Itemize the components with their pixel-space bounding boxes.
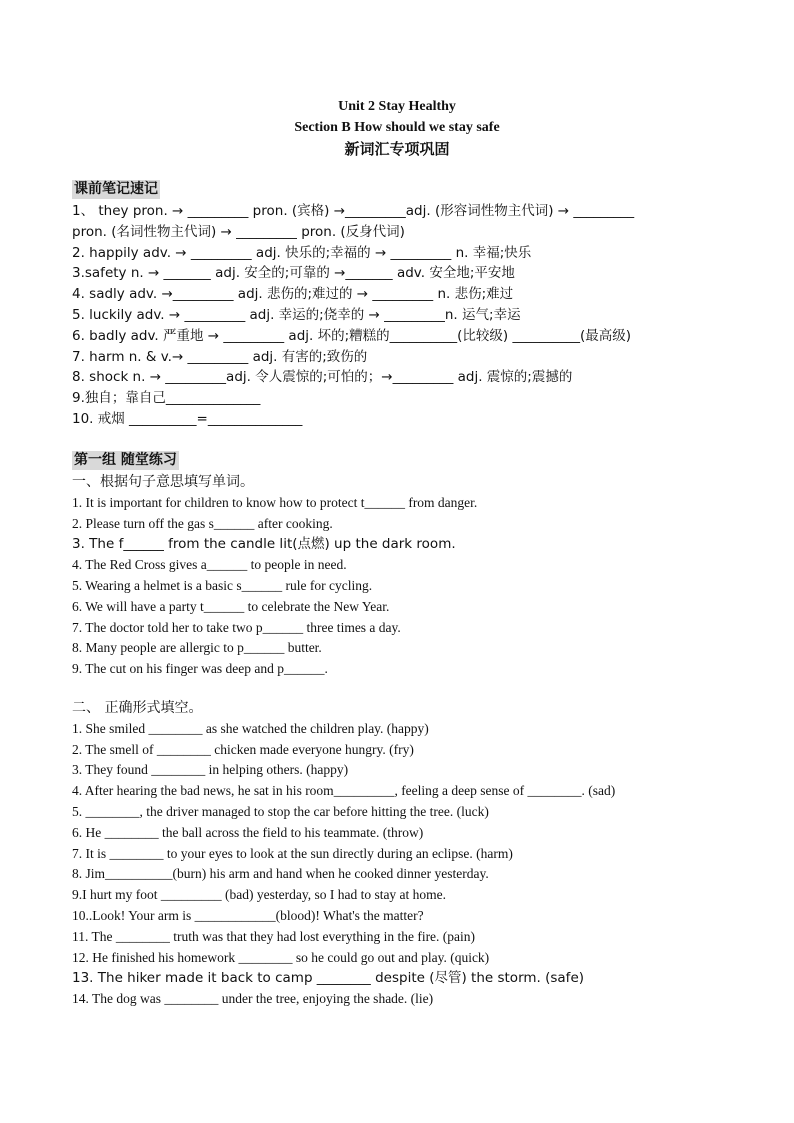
- exercise-item: 5. Wearing a helmet is a basic s______ rule for cycling.: [72, 577, 373, 593]
- exercise-item: 9.I hurt my foot _________ (bad) yesterday, so I had to stay at home.: [72, 887, 447, 903]
- exercise-item: 2. The smell of ________ chicken made everyone hungry. (fry): [72, 741, 414, 757]
- part1-title: 一、根据句子意思填写单词。: [72, 474, 254, 490]
- page-subtitle: Section B How should we stay safe: [294, 120, 500, 135]
- vocab-line: 10. 戒烟 __________=______________: [72, 410, 303, 427]
- part2-title: 二、 正确形式填空。: [72, 700, 203, 716]
- exercise-item: 1. It is important for children to know how to protect t______ from danger.: [72, 494, 478, 510]
- exercise-item: 8. Many people are allergic to p______ butter.: [72, 640, 322, 656]
- exercise-item: 8. Jim__________(burn) his arm and hand when he cooked dinner yesterday.: [72, 866, 489, 882]
- vocab-line: 7. harm n. & v.→ _________ adj. 有害的;致伤的: [72, 348, 368, 365]
- exercise-item: 14. The dog was ________ under the tree, enjoying the shade. (lie): [72, 991, 434, 1007]
- vocab-line: pron. (名词性物主代词) → _________ pron. (反身代词): [72, 223, 405, 240]
- exercise-item: 11. The ________ truth was that they had lost everything in the fire. (pain): [72, 928, 476, 944]
- exercise-item: 12. He finished his homework ________ so he could go out and play. (quick): [72, 949, 490, 965]
- title-block: [0, 96, 794, 160]
- page-title-cn: 新词汇专项巩固: [344, 140, 450, 158]
- vocab-line: 6. badly adv. 严重地 → _________ adj. 坏的;糟糕的__________(比较级) __________(最高级): [72, 327, 631, 344]
- exercise-item: 3. The f______ from the candle lit(点燃) up the dark room.: [72, 536, 456, 553]
- vocab-line: 3.safety n. → _______ adj. 安全的;可靠的 →_______ adv. 安全地;平安地: [72, 265, 515, 282]
- exercise-item: 6. We will have a party t______ to celebrate the New Year.: [72, 598, 390, 614]
- part2-exercise: [72, 698, 732, 1010]
- exercise-item: 6. He ________ the ball across the field to his teammate. (throw): [72, 824, 424, 840]
- group1-header: 第一组 随堂练习: [74, 452, 177, 468]
- exercise-item: 5. ________, the driver managed to stop the car before hitting the tree. (luck): [72, 803, 489, 819]
- page-title: Unit 2 Stay Healthy: [338, 99, 456, 114]
- exercise-item: 2. Please turn off the gas s______ after cooking.: [72, 515, 333, 531]
- exercise-item: 7. The doctor told her to take two p______ three times a day.: [72, 619, 401, 635]
- exercise-item: 7. It is ________ to your eyes to look at the sun directly during an eclipse. (harm): [72, 845, 513, 861]
- exercise-item: 1. She smiled ________ as she watched the children play. (happy): [72, 720, 429, 736]
- vocab-line: 5. luckily adv. → _________ adj. 幸运的;侥幸的 → _________n. 运气;幸运: [72, 306, 521, 323]
- vocab-section-header: 课前笔记速记: [74, 181, 158, 197]
- exercise-item: 4. After hearing the bad news, he sat in his room_________, feeling a deep sense of ________. (sad): [72, 783, 616, 799]
- vocab-line: 4. sadly adv. →_________ adj. 悲伤的;难过的 → _________ n. 悲伤;难过: [72, 286, 514, 303]
- vocab-line: 2. happily adv. → _________ adj. 快乐的;幸福的 → _________ n. 幸福;快乐: [72, 244, 532, 261]
- exercise-item: 13. The hiker made it back to camp ________ despite (尽管) the storm. (safe): [72, 970, 585, 987]
- vocab-line: 8. shock n. → _________adj. 令人震惊的;可怕的；→_________ adj. 震惊的;震撼的: [72, 369, 573, 386]
- exercise-item: 4. The Red Cross gives a______ to people in need.: [72, 557, 347, 573]
- vocab-list: [72, 201, 732, 430]
- part1-exercise: [72, 472, 732, 680]
- vocab-line: 1、 they pron. → _________ pron. (宾格) →_________adj. (形容词性物主代词) → _________: [72, 203, 635, 219]
- exercise-item: 9. The cut on his finger was deep and p______.: [72, 661, 328, 677]
- vocab-line: 9.独自；靠自己______________: [72, 390, 261, 407]
- exercise-item: 10..Look! Your arm is ____________(blood)! What's the matter?: [72, 907, 424, 923]
- exercise-item: 3. They found ________ in helping others. (happy): [72, 762, 349, 778]
